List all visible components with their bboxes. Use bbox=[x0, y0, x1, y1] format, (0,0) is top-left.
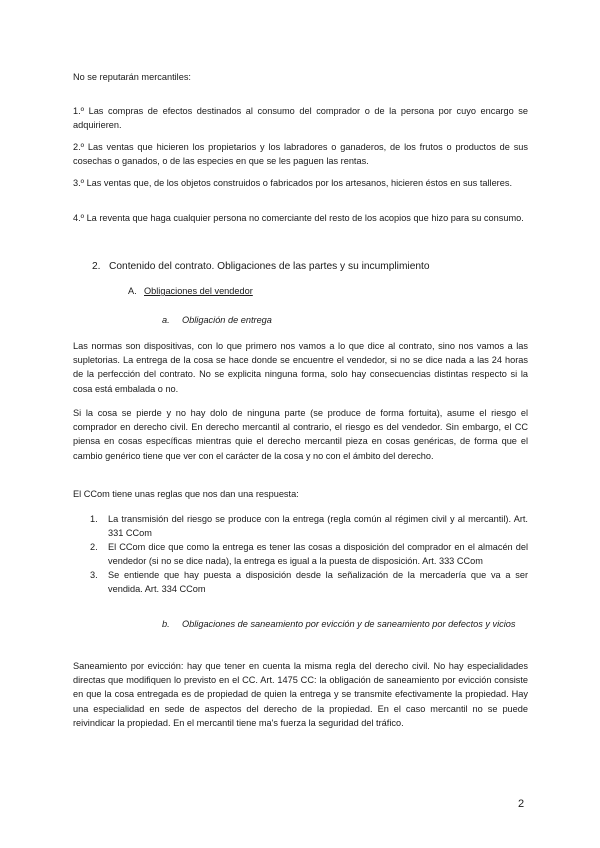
list-item bbox=[73, 568, 528, 596]
subsubsection-title: Obligaciones de saneamiento por evicción y de saneamiento por defectos y vicios bbox=[182, 619, 516, 629]
list-number: 3. bbox=[90, 570, 98, 580]
ordinal-item-4: 4.º La reventa que haga cualquier persona no comerciante del resto de los acopios que hizo para su consumo. bbox=[73, 213, 524, 223]
ordinal-item-3: 3.º Las ventas que, de los objetos construidos o fabricados por los artesanos, hicieren éstos en sus talleres. bbox=[73, 178, 512, 188]
subsubsection-heading-b bbox=[162, 618, 532, 631]
section-heading bbox=[92, 260, 430, 274]
paragraph-ccom: El CCom tiene unas reglas que nos dan una respuesta: bbox=[73, 489, 299, 499]
list-text: Se entiende que hay puesta a disposición desde la señalización de la mercadería que va a ser vendida. Art. 334 CCom bbox=[108, 570, 528, 594]
list-number: 1. bbox=[90, 514, 98, 524]
list-text: El CCom dice que como la entrega es tener las cosas a disposición del comprador en el almacén del vendedor (si no se dice nada), la entrega es igual a la puesta de disposición. Art. 333 CCom bbox=[108, 542, 528, 566]
rules-list bbox=[73, 512, 528, 596]
ordinal-item-1: 1.º Las compras de efectos destinados al consumo del comprador o de la persona por cuyo encargo se adquirieren. bbox=[73, 106, 528, 131]
ordinal-item-2: 2.º Las ventas que hicieren los propietarios y los labradores o ganaderos, de los frutos o productos de sus cosechas o ganados, o de las especies en que se les paguen las rentas. bbox=[73, 142, 528, 167]
section-title: Contenido del contrato. Obligaciones de las partes y su incumplimiento bbox=[109, 261, 430, 272]
subsubsection-label: a. bbox=[162, 315, 170, 325]
list-number: 2. bbox=[90, 542, 98, 552]
subsubsection-label: b. bbox=[162, 619, 170, 629]
paragraph-riesgo: Si la cosa se pierde y no hay dolo de ninguna parte (se produce de forma fortuita), asume el riesgo el comprador en derecho civil. En derecho mercantil al contrario, el riesgo es del vendedor. Sin embargo, el CC piensa en cosas específicas mientras quie el derecho mercantil pieza en cosas genéricas, de forma que el cambio genérico tiene que ver con el carácter de la cosa y no con el ámbito del derecho. bbox=[73, 408, 528, 461]
subsubsection-heading-a bbox=[162, 313, 272, 327]
subsection-label: A. bbox=[128, 286, 137, 296]
paragraph-entrega: Las normas son dispositivas, con lo que primero nos vamos a lo que dice al contrato, sino nos vamos a las supletorias. La entrega de la cosa se hace donde se encuentre el vendedor, si no se dice nada a las 24 horas de la perfección del contrato. No se explicita ninguna forma, solo hay consecuencias distintas respecto si la cosa está embalada o no. bbox=[73, 341, 528, 394]
subsubsection-title: Obligación de entrega bbox=[182, 315, 272, 325]
paragraph-saneamiento: Saneamiento por evicción: hay que tener en cuenta la misma regla del derecho civil. No hay especialidades directas que modifiquen lo previsto en el CC. Art. 1475 CC: la obligación de saneamiento por evicción consiste en que la cosa entregada es de propiedad de quien la entrega y se transmite efectivamente la propiedad. Hay una especialidad en sede de aspectos del derecho de la propiedad. En el caso mercantil no se puede reivindicar la propiedad. En el mercantil tiene ma's fuerza la seguridad del tráfico. bbox=[73, 661, 528, 728]
list-item bbox=[73, 540, 528, 568]
list-text: La transmisión del riesgo se produce con la entrega (regla común al régimen civil y al mercantil). Art. 331 CCom bbox=[108, 514, 528, 538]
intro-text: No se reputarán mercantiles: bbox=[73, 72, 191, 82]
page-number: 2 bbox=[518, 798, 525, 810]
section-number: 2. bbox=[92, 261, 101, 272]
list-item bbox=[73, 512, 528, 540]
subsection-title: Obligaciones del vendedor bbox=[144, 286, 253, 296]
subsection-heading-a bbox=[128, 284, 253, 298]
